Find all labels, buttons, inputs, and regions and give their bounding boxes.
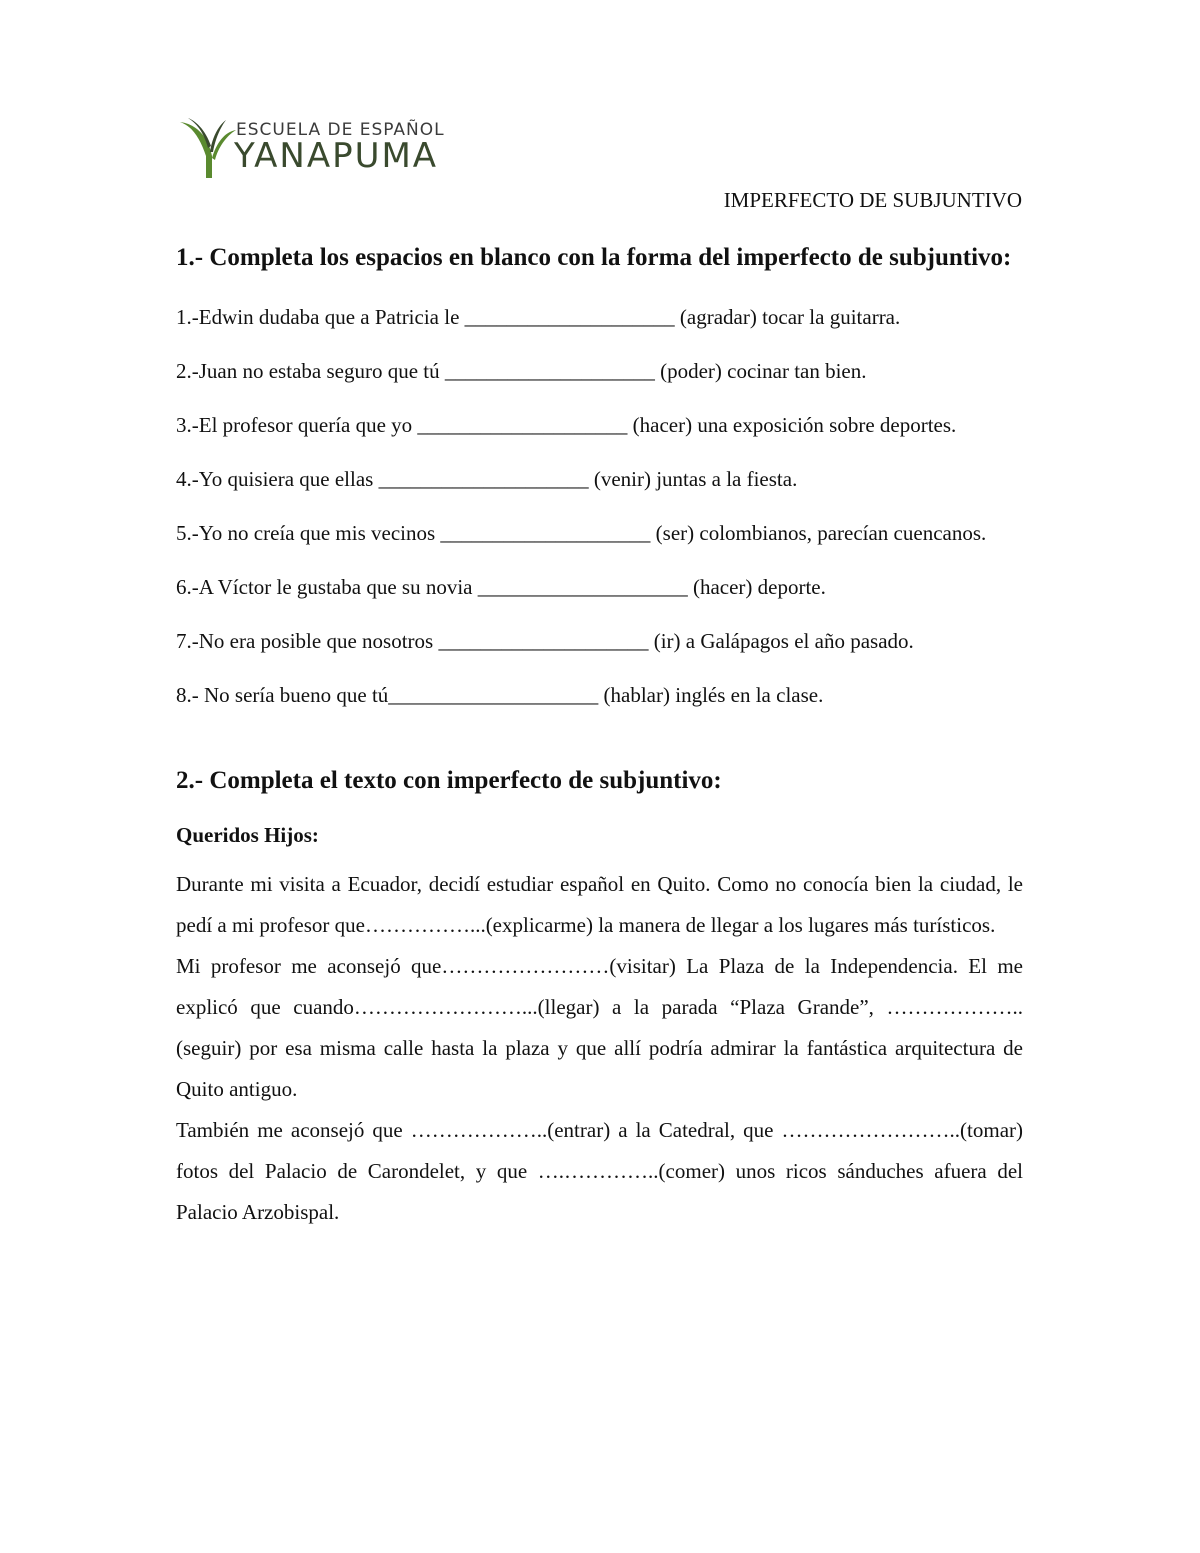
worksheet-body bbox=[176, 242, 1023, 1233]
letter-paragraph-2: Mi profesor me aconsejó que……………………(visitar) La Plaza de la Independencia. El me explicó que cuando……………………...(llegar) a la parada “Plaza Grande”, ………………..(seguir) por esa misma calle hasta la plaza y que allí podría admirar la fantástica arquitectura de Quito antiguo. bbox=[176, 954, 1023, 1101]
document-title: IMPERFECTO DE SUBJUNTIVO bbox=[723, 188, 1022, 212]
section-1-heading: 1.- Completa los espacios en blanco con la forma del imperfecto de subjuntivo: bbox=[176, 244, 1012, 271]
yanapuma-logo-icon bbox=[178, 116, 240, 180]
exercise-item-5: 5.-Yo no creía que mis vecinos ____________________ (ser) colombianos, parecían cuencanos. bbox=[176, 521, 987, 545]
exercise-item-7: 7.-No era posible que nosotros ____________________ (ir) a Galápagos el año pasado. bbox=[176, 629, 914, 653]
letter-paragraph-1: Durante mi visita a Ecuador, decidí estudiar español en Quito. Como no conocía bien la ciudad, le pedí a mi profesor que……………...(explicarme) la manera de llegar a los lugares más turísticos. bbox=[176, 872, 1023, 937]
letter-paragraph-3: También me aconsejó que ………………..(entrar) a la Catedral, que ……………………..(tomar) fotos del Palacio de Carondelet, y que ….…………..(comer) unos ricos sánduches afuera del Palacio Arzobispal. bbox=[176, 1118, 1023, 1224]
section-2-heading: 2.- Completa el texto con imperfecto de subjuntivo: bbox=[176, 767, 722, 794]
school-logo bbox=[178, 116, 445, 180]
exercise-item-6: 6.-A Víctor le gustaba que su novia ____________________ (hacer) deporte. bbox=[176, 575, 826, 599]
exercise-item-8: 8.- No sería bueno que tú____________________ (hablar) inglés en la clase. bbox=[176, 683, 824, 707]
exercise-item-3: 3.-El profesor quería que yo ____________________ (hacer) una exposición sobre deportes. bbox=[176, 413, 957, 437]
exercise-item-1: 1.-Edwin dudaba que a Patricia le ____________________ (agradar) tocar la guitarra. bbox=[176, 305, 901, 329]
exercise-item-4: 4.-Yo quisiera que ellas ____________________ (venir) juntas a la fiesta. bbox=[176, 467, 798, 491]
letter-greeting: Queridos Hijos: bbox=[176, 823, 319, 847]
logo-name: YANAPUMA bbox=[234, 136, 439, 176]
exercise-item-2: 2.-Juan no estaba seguro que tú ____________________ (poder) cocinar tan bien. bbox=[176, 359, 867, 383]
logo-subtitle: ESCUELA DE ESPAÑOL bbox=[236, 120, 445, 140]
